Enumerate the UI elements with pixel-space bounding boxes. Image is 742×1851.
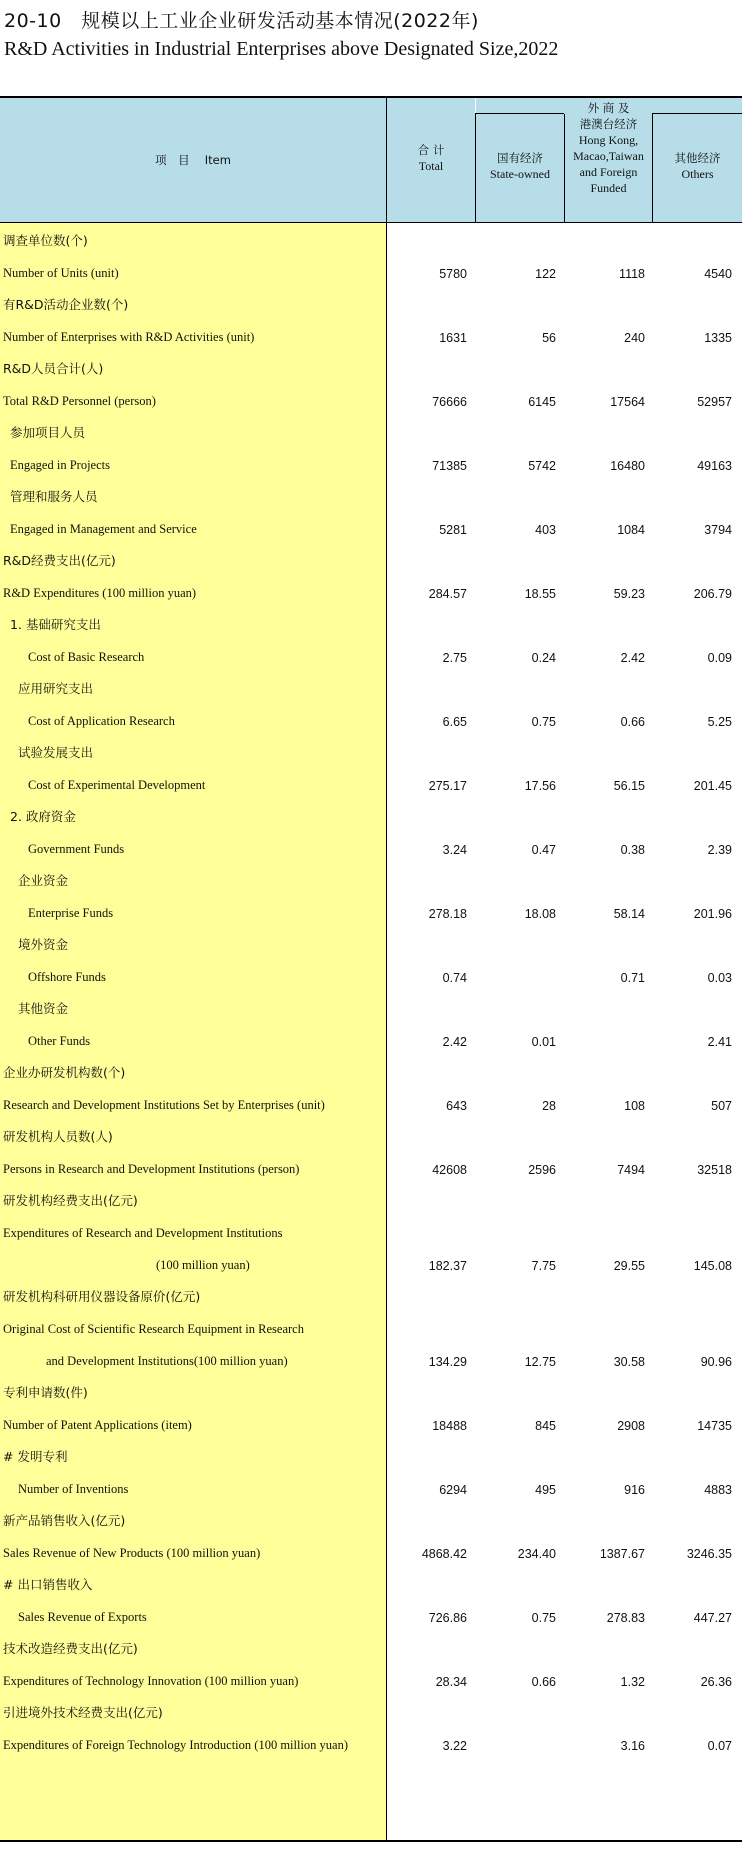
cell-value: 3.24 <box>442 843 467 857</box>
title-block <box>0 0 742 100</box>
cell-value: 278.83 <box>606 1611 645 1625</box>
cell-value: 1631 <box>439 331 467 345</box>
cell-value: 26.36 <box>700 1675 732 1689</box>
cell-value: 2.75 <box>442 651 467 665</box>
table-row <box>0 1119 742 1151</box>
table-row <box>0 223 742 255</box>
row-label: 管理和服务人员 <box>10 489 98 504</box>
table-row <box>0 1727 742 1759</box>
table-title-en: R&D Activities in Industrial Enterprises above Designated Size,2022 <box>4 38 559 60</box>
bottom-rule <box>0 1840 742 1842</box>
cell-value: 30.58 <box>613 1355 645 1369</box>
divider-foreign <box>652 114 653 222</box>
table-row <box>0 607 742 639</box>
cell-value: 42608 <box>432 1163 467 1177</box>
table-row <box>0 511 742 543</box>
row-label: Expenditures of Technology Innovation (100 million yuan) <box>3 1674 299 1688</box>
table-row <box>0 1375 742 1407</box>
table-row <box>0 767 742 799</box>
cell-value: 206.79 <box>693 587 732 601</box>
cell-value: 71385 <box>432 459 467 473</box>
cell-value: 240 <box>624 331 645 345</box>
cell-value: 0.66 <box>531 1675 556 1689</box>
table-row <box>0 1247 742 1279</box>
table-row <box>0 1407 742 1439</box>
header-item-label: 项 目 Item <box>155 153 231 167</box>
cell-value: 447.27 <box>693 1611 732 1625</box>
cell-value: 122 <box>535 267 556 281</box>
table-row <box>0 287 742 319</box>
table-row <box>0 1439 742 1471</box>
row-label: Cost of Basic Research <box>28 650 145 664</box>
cell-value: 278.18 <box>428 907 467 921</box>
table-row <box>0 1599 742 1631</box>
table-row <box>0 927 742 959</box>
cell-value: 284.57 <box>428 587 467 601</box>
cell-value: 90.96 <box>700 1355 732 1369</box>
row-label: 专利申请数(件) <box>3 1385 88 1400</box>
table-row <box>0 1087 742 1119</box>
table-row <box>0 383 742 415</box>
cell-value: 201.45 <box>693 779 732 793</box>
cell-value: 17564 <box>610 395 645 409</box>
cell-value: 17.56 <box>524 779 556 793</box>
table-row <box>0 863 742 895</box>
row-label: Number of Inventions <box>18 1482 129 1496</box>
cell-value: 5281 <box>439 523 467 537</box>
table-row <box>0 1567 742 1599</box>
divider-total <box>475 114 476 222</box>
cell-value: 4868.42 <box>421 1547 467 1561</box>
cell-value: 12.75 <box>524 1355 556 1369</box>
cell-value: 495 <box>535 1483 556 1497</box>
cell-value: 2.42 <box>620 651 645 665</box>
table-row <box>0 703 742 735</box>
cell-value: 0.03 <box>707 971 732 985</box>
table-row <box>0 479 742 511</box>
row-label: R&D经费支出(亿元) <box>3 553 116 568</box>
header-foreign-funded <box>565 98 652 222</box>
row-label: Persons in Research and Development Institutions (person) <box>3 1162 300 1176</box>
table-row <box>0 1183 742 1215</box>
cell-value: 182.37 <box>428 1259 467 1273</box>
row-label: Expenditures of Foreign Technology Introduction (100 million yuan) <box>3 1738 349 1752</box>
cell-value: 3.22 <box>442 1739 467 1753</box>
cell-value: 1118 <box>619 267 645 281</box>
table-row <box>0 1503 742 1535</box>
table-title-zh: 20-10 规模以上工业企业研发活动基本情况(2022年) <box>4 10 479 32</box>
header-others <box>653 114 742 222</box>
cell-value: 3.16 <box>620 1739 645 1753</box>
row-label: Offshore Funds <box>28 970 106 984</box>
row-label: 研发机构经费支出(亿元) <box>3 1193 138 1208</box>
cell-value: 5780 <box>439 267 467 281</box>
cell-value: 845 <box>535 1419 556 1433</box>
cell-value: 29.55 <box>613 1259 645 1273</box>
table-row <box>0 831 742 863</box>
cell-value: 56 <box>542 331 556 345</box>
row-label: and Development Institutions(100 million yuan) <box>46 1354 288 1368</box>
cell-value: 5742 <box>528 459 556 473</box>
header-other-zh: 其他经济 <box>674 151 721 165</box>
row-label: 研发机构科研用仪器设备原价(亿元) <box>3 1289 201 1304</box>
cell-value: 643 <box>446 1099 467 1113</box>
row-label: Engaged in Projects <box>10 458 110 472</box>
table-row <box>0 1695 742 1727</box>
row-label: 引进境外技术经费支出(亿元) <box>3 1705 163 1720</box>
row-label: Number of Units (unit) <box>3 266 119 280</box>
table-row <box>0 1535 742 1567</box>
cell-value: 3246.35 <box>686 1547 732 1561</box>
row-label: Enterprise Funds <box>28 906 114 920</box>
cell-value: 1.32 <box>620 1675 645 1689</box>
cell-value: 2.42 <box>442 1035 467 1049</box>
header-foreign-en1: Hong Kong, <box>578 133 639 147</box>
cell-value: 28.34 <box>435 1675 467 1689</box>
cell-value: 5.25 <box>707 715 732 729</box>
header-foreign-en4: Funded <box>590 181 627 195</box>
cell-value: 2596 <box>528 1163 556 1177</box>
cell-value: 1335 <box>704 331 732 345</box>
cell-value: 2.41 <box>707 1035 732 1049</box>
table-row <box>0 1023 742 1055</box>
cell-value: 0.47 <box>531 843 556 857</box>
table-body <box>0 223 742 1759</box>
cell-value: 18.08 <box>524 907 556 921</box>
table-row <box>0 895 742 927</box>
table-row <box>0 1055 742 1087</box>
table-row <box>0 1215 742 1247</box>
row-label: Cost of Application Research <box>28 714 175 728</box>
cell-value: 1084 <box>617 523 645 537</box>
cell-value: 134.29 <box>428 1355 467 1369</box>
cell-value: 3794 <box>704 523 732 537</box>
header-foreign-zh2: 港澳台经济 <box>579 117 638 131</box>
cell-value: 6294 <box>439 1483 467 1497</box>
cell-value: 56.15 <box>613 779 645 793</box>
header-foreign-en2: Macao,Taiwan <box>573 149 644 163</box>
table-row <box>0 799 742 831</box>
header-subline-right <box>652 113 742 114</box>
cell-value: 58.14 <box>613 907 645 921</box>
row-label: Engaged in Management and Service <box>10 522 197 536</box>
cell-value: 108 <box>624 1099 645 1113</box>
table-row <box>0 1279 742 1311</box>
cell-value: 16480 <box>610 459 645 473</box>
cell-value: 0.01 <box>531 1035 556 1049</box>
header-subline-left <box>475 113 564 114</box>
row-label: Expenditures of Research and Development Institutions <box>3 1226 283 1240</box>
cell-value: 403 <box>535 523 556 537</box>
cell-value: 6.65 <box>442 715 467 729</box>
row-label: 参加项目人员 <box>10 425 86 440</box>
cell-value: 201.96 <box>693 907 732 921</box>
header-state-owned <box>476 114 564 222</box>
cell-value: 28 <box>542 1099 556 1113</box>
cell-value: 0.07 <box>707 1739 732 1753</box>
cell-value: 7.75 <box>531 1259 556 1273</box>
table-row <box>0 543 742 575</box>
row-label: 企业办研发机构数(个) <box>3 1065 126 1080</box>
cell-value: 145.08 <box>693 1259 732 1273</box>
cell-value: 0.75 <box>531 1611 556 1625</box>
header-state-en: State-owned <box>490 167 550 181</box>
row-label: R&D Expenditures (100 million yuan) <box>3 586 197 600</box>
table-row <box>0 959 742 991</box>
row-label: 研发机构人员数(人) <box>3 1129 113 1144</box>
row-label: 应用研究支出 <box>18 681 94 696</box>
cell-value: 18.55 <box>524 587 556 601</box>
row-label: Number of Enterprises with R&D Activities (unit) <box>3 330 255 344</box>
cell-value: 275.17 <box>428 779 467 793</box>
divider-state <box>564 114 565 222</box>
row-label: 技术改造经费支出(亿元) <box>3 1641 138 1656</box>
cell-value: 14735 <box>697 1419 732 1433</box>
table-row <box>0 1343 742 1375</box>
cell-value: 0.74 <box>442 971 467 985</box>
cell-value: 0.66 <box>620 715 645 729</box>
cell-value: 726.86 <box>428 1611 467 1625</box>
cell-value: 6145 <box>528 395 556 409</box>
row-label: 其他资金 <box>18 1001 69 1016</box>
row-label: (100 million yuan) <box>156 1258 250 1272</box>
table-row <box>0 1311 742 1343</box>
header-total-zh: 合 计 <box>417 143 445 157</box>
table-row <box>0 319 742 351</box>
cell-value: 59.23 <box>613 587 645 601</box>
header-total-en: Total <box>418 159 444 173</box>
cell-value: 4883 <box>704 1483 732 1497</box>
table-row <box>0 447 742 479</box>
table-row <box>0 671 742 703</box>
row-label: Cost of Experimental Development <box>28 778 206 792</box>
row-label: 1. 基础研究支出 <box>10 617 101 632</box>
cell-value: 0.71 <box>620 971 645 985</box>
row-label: R&D人员合计(人) <box>3 361 104 376</box>
cell-value: 2908 <box>617 1419 645 1433</box>
table-row <box>0 1471 742 1503</box>
table-row <box>0 1151 742 1183</box>
table-row <box>0 351 742 383</box>
cell-value: 916 <box>624 1483 645 1497</box>
table-row <box>0 1663 742 1695</box>
header-other-en: Others <box>681 167 714 181</box>
cell-value: 0.38 <box>620 843 645 857</box>
cell-value: 0.75 <box>531 715 556 729</box>
row-label: # 出口销售收入 <box>3 1577 93 1592</box>
row-label: Sales Revenue of Exports <box>18 1610 147 1624</box>
row-label: 新产品销售收入(亿元) <box>3 1513 126 1528</box>
header-foreign-en3: and Foreign <box>579 165 638 179</box>
row-label: Sales Revenue of New Products (100 million yuan) <box>3 1546 261 1560</box>
table-row <box>0 1631 742 1663</box>
header-state-zh: 国有经济 <box>497 151 543 165</box>
cell-value: 234.40 <box>517 1547 556 1561</box>
row-label: 试验发展支出 <box>18 745 94 760</box>
row-label: Total R&D Personnel (person) <box>3 394 156 408</box>
cell-value: 4540 <box>704 267 732 281</box>
cell-value: 507 <box>711 1099 732 1113</box>
header-foreign-zh1: 外 商 及 <box>587 101 630 115</box>
row-label: # 发明专利 <box>3 1449 68 1464</box>
cell-value: 0.24 <box>531 651 556 665</box>
table-row <box>0 735 742 767</box>
cell-value: 1387.67 <box>599 1547 645 1561</box>
cell-value: 2.39 <box>707 843 732 857</box>
table-row <box>0 575 742 607</box>
cell-value: 49163 <box>697 459 732 473</box>
row-label: Research and Development Institutions Set by Enterprises (unit) <box>3 1098 325 1112</box>
row-label: Government Funds <box>28 842 125 856</box>
cell-value: 32518 <box>697 1163 732 1177</box>
row-label: 有R&D活动企业数(个) <box>3 297 129 312</box>
cell-value: 18488 <box>432 1419 467 1433</box>
table-row <box>0 639 742 671</box>
header-total <box>387 98 475 222</box>
table-row <box>0 415 742 447</box>
cell-value: 0.09 <box>707 651 732 665</box>
row-label: Original Cost of Scientific Research Equipment in Research <box>3 1322 304 1336</box>
header-item <box>0 98 386 222</box>
table-row <box>0 255 742 287</box>
row-label: 调查单位数(个) <box>3 233 88 248</box>
row-label: 2. 政府资金 <box>10 809 76 824</box>
cell-value: 7494 <box>617 1163 645 1177</box>
row-label: Number of Patent Applications (item) <box>3 1418 192 1432</box>
row-label: Other Funds <box>28 1034 91 1048</box>
row-label: 境外资金 <box>18 937 69 952</box>
cell-value: 52957 <box>697 395 732 409</box>
table-row <box>0 991 742 1023</box>
cell-value: 76666 <box>432 395 467 409</box>
row-label: 企业资金 <box>18 873 69 888</box>
